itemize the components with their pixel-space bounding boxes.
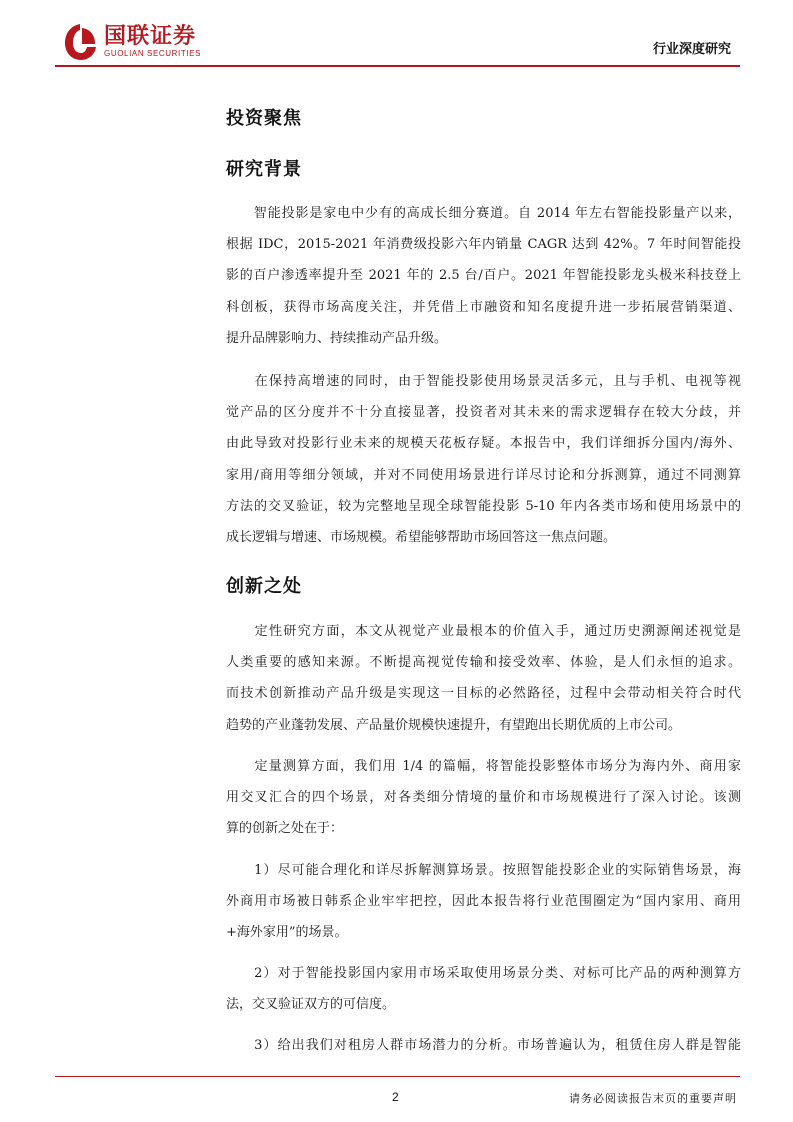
text-line: 外商用市场被日韩系企业牢牢把控，因此本报告将行业范围圈定为“国内家用、商用 [226, 894, 741, 910]
text-line: 用交叉汇合的四个场景，对各类细分情境的量价和市场规模进行了深入讨论。该测 [226, 790, 741, 806]
text-line: 由此导致对投影行业未来的规模天花板存疑。本报告中，我们详细拆分国内/海外、 [226, 436, 741, 452]
guolian-logo-icon [62, 22, 98, 62]
text-line: 定性研究方面，本文从视觉产业最根本的价值入手，通过历史溯源阐述视觉是 [226, 624, 741, 639]
text-line: 定量测算方面，我们用 1/4 的篇幅，将智能投影整体市场分为海内外、商用家 [226, 759, 741, 774]
paragraph-point-1 [226, 855, 741, 949]
footer-divider [55, 1076, 740, 1077]
text-line: 法，交叉验证双方的可信度。 [226, 997, 396, 1013]
text-line: 算的创新之处在于： [226, 821, 344, 837]
text-line: 3）给出我们对租房人群市场潜力的分析。市场普遍认为，租赁住房人群是智能 [226, 1038, 741, 1053]
paragraph-background-1 [226, 198, 741, 354]
text-line: +海外家用”的场景。 [226, 925, 348, 941]
text-line: 趋势的产业蓬勃发展、产品量价规模快速提升，有望跑出长期优质的上市公司。 [226, 717, 682, 733]
paragraph-point-3 [226, 1030, 741, 1061]
disclaimer-text: 请务必阅读报告末页的重要声明 [569, 1092, 737, 1105]
section-title-focus: 投资聚焦 [226, 108, 302, 129]
text-line: 根据 IDC，2015-2021 年消费级投影六年内销量 CAGR 达到 42%。7 年时间智能投 [226, 237, 741, 253]
paragraph-point-2 [226, 958, 741, 1020]
text-line: 人类重要的感知来源。不断提高视觉传输和接受效率、体验，是人们永恒的追求。 [226, 655, 741, 671]
text-line: 1）尽可能合理化和详尽拆解测算场景。按照智能投影企业的实际销售场景，海 [226, 863, 741, 878]
section-title-background: 研究背景 [226, 159, 302, 180]
header-divider [55, 65, 740, 67]
text-line: 成长逻辑与增速、市场规模。希望能够帮助市场回答这一焦点问题。 [226, 530, 617, 546]
logo-english-name: GUOLIAN SECURITIES [104, 49, 202, 58]
text-line: 智能投影是家电中少有的高成长细分赛道。自 2014 年左右智能投影量产以来， [226, 206, 741, 221]
text-line: 科创板，获得市场高度关注，并凭借上市融资和知名度提升进一步拓展营销渠道、 [226, 299, 741, 315]
logo-chinese-name: 国联证券 [104, 24, 197, 49]
text-line: 提升品牌影响力、持续推动产品升级。 [226, 330, 448, 346]
guolian-logo [62, 20, 201, 64]
report-type-label: 行业深度研究 [652, 42, 731, 57]
page-number: 2 [392, 1090, 399, 1104]
text-line: 而技术创新推动产品升级是实现这一目标的必然路径，过程中会带动相关符合时代 [226, 686, 741, 702]
text-line: 觉产品的区分度并不十分直接显著，投资者对其未来的需求逻辑存在较大分歧，并 [226, 405, 741, 421]
text-line: 方法的交叉验证，较为完整地呈现全球智能投影 5-10 年内各类市场和使用场景中的 [226, 498, 741, 514]
paragraph-innovation-quantitative [226, 751, 741, 845]
page-header [0, 0, 793, 70]
text-line: 影的百户渗透率提升至 2021 年的 2.5 台/百户。2021 年智能投影龙头极米科技登上 [226, 268, 741, 284]
paragraph-innovation-qualitative [226, 616, 741, 741]
text-line: 家用/商用等细分领域，并对不同使用场景进行详尽讨论和分拆测算，通过不同测算 [226, 467, 741, 483]
paragraph-background-2 [226, 366, 741, 553]
text-line: 在保持高增速的同时，由于智能投影使用场景灵活多元，且与手机、电视等视 [226, 374, 741, 389]
text-line: 2）对于智能投影国内家用市场采取使用场景分类、对标可比产品的两种测算方 [226, 966, 741, 981]
section-title-innovation: 创新之处 [226, 576, 302, 597]
